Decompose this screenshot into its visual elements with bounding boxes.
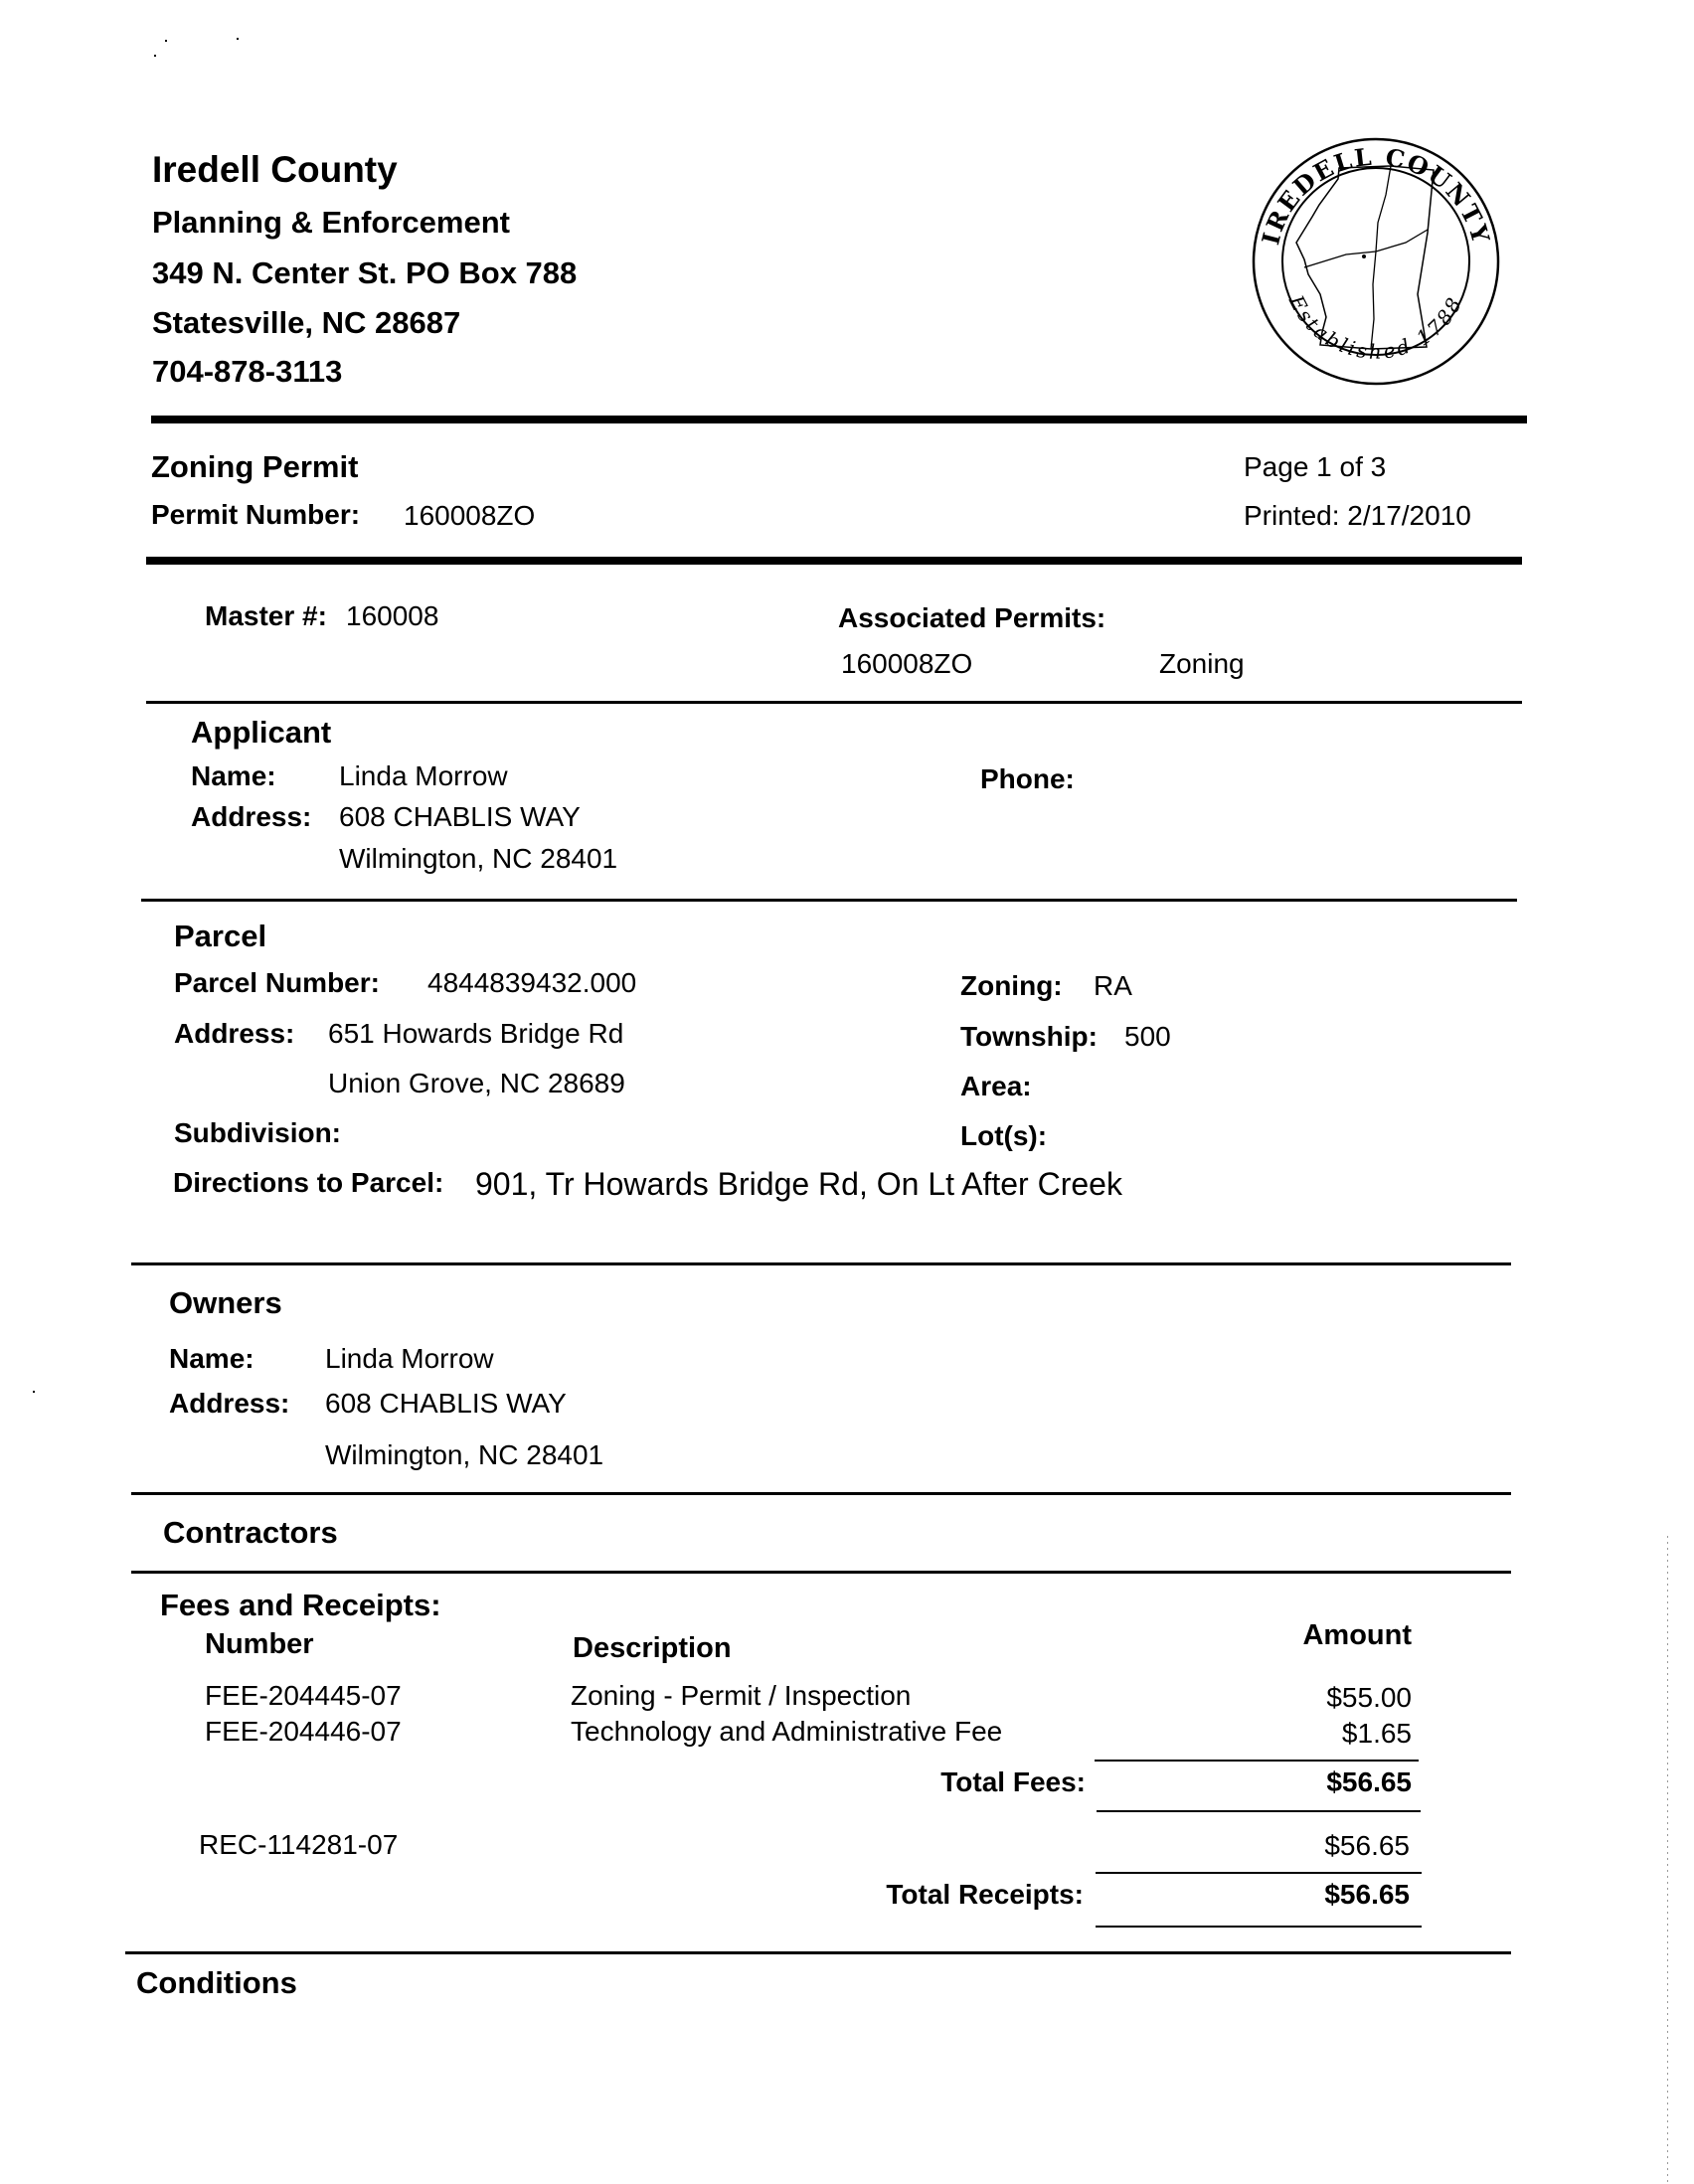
applicant-phone-label: Phone: — [980, 763, 1075, 794]
associated-permit-number: 160008ZO — [841, 648, 973, 679]
parcel-number: 4844839432.000 — [427, 967, 637, 998]
fee-number: FEE-204445-07 — [205, 1680, 402, 1711]
section-divider — [131, 1571, 1511, 1574]
associated-permits-label: Associated Permits: — [838, 602, 1106, 633]
agency-department: Planning & Enforcement — [152, 205, 510, 240]
fee-number: FEE-204446-07 — [205, 1716, 402, 1747]
scan-speck — [33, 1391, 35, 1393]
title-divider — [146, 557, 1522, 565]
section-divider — [141, 899, 1517, 902]
owner-name: Linda Morrow — [325, 1343, 494, 1374]
parcel-number-label: Parcel Number: — [174, 967, 380, 998]
section-divider — [131, 1262, 1511, 1265]
master-number: 160008 — [346, 600, 439, 631]
scan-speck — [237, 38, 239, 40]
receipt-number: REC-114281-07 — [199, 1829, 399, 1860]
area-label: Area: — [960, 1071, 1032, 1101]
fee-description: Technology and Administrative Fee — [571, 1716, 1003, 1747]
fee-amount: $1.65 — [1341, 1718, 1412, 1749]
scan-speck — [165, 40, 167, 42]
applicant-name: Linda Morrow — [339, 760, 508, 791]
owner-address-line2: Wilmington, NC 28401 — [325, 1439, 604, 1470]
col-number-header: Number — [205, 1628, 314, 1660]
zoning-value: RA — [1094, 970, 1132, 1001]
fees-heading: Fees and Receipts: — [160, 1588, 441, 1622]
col-amount-header: Amount — [1302, 1619, 1412, 1651]
zoning-label: Zoning: — [960, 970, 1063, 1001]
total-fees-value: $56.65 — [1326, 1766, 1412, 1797]
scan-artifact-line — [1667, 1536, 1668, 2184]
applicant-address-label: Address: — [191, 801, 312, 832]
directions-label: Directions to Parcel: — [173, 1167, 444, 1198]
total-divider — [1096, 1872, 1422, 1874]
applicant-address-line2: Wilmington, NC 28401 — [339, 843, 618, 874]
scan-speck — [154, 55, 156, 57]
total-receipts-label: Total Receipts: — [886, 1879, 1084, 1910]
township-value: 500 — [1124, 1021, 1171, 1052]
associated-permit-type: Zoning — [1159, 648, 1245, 679]
applicant-name-label: Name: — [191, 760, 276, 791]
fee-amount: $55.00 — [1326, 1682, 1412, 1713]
owner-address-label: Address: — [169, 1388, 290, 1419]
parcel-address-label: Address: — [174, 1018, 295, 1049]
fee-description: Zoning - Permit / Inspection — [571, 1680, 912, 1711]
subdivision-label: Subdivision: — [174, 1117, 341, 1148]
total-divider — [1095, 1760, 1419, 1762]
lots-label: Lot(s): — [960, 1120, 1048, 1151]
parcel-address-line1: 651 Howards Bridge Rd — [328, 1018, 624, 1049]
owner-name-label: Name: — [169, 1343, 254, 1374]
applicant-heading: Applicant — [191, 715, 332, 750]
total-divider — [1096, 1926, 1422, 1928]
svg-text:Established 1788: Established 1788 — [1283, 291, 1468, 364]
col-description-header: Description — [573, 1632, 732, 1664]
receipt-amount: $56.65 — [1324, 1830, 1410, 1861]
page-indicator: Page 1 of 3 — [1244, 451, 1387, 482]
master-label: Master #: — [205, 600, 327, 631]
applicant-address-line1: 608 CHABLIS WAY — [339, 801, 581, 832]
header-divider — [151, 416, 1527, 423]
agency-phone: 704-878-3113 — [152, 354, 343, 389]
svg-text:IREDELL COUNTY: IREDELL COUNTY — [1256, 141, 1496, 249]
parcel-address-line2: Union Grove, NC 28689 — [328, 1068, 625, 1098]
section-divider — [125, 1951, 1511, 1954]
agency-address: 349 N. Center St. PO Box 788 — [152, 255, 578, 290]
owner-address-line1: 608 CHABLIS WAY — [325, 1388, 567, 1419]
county-seal-icon — [1247, 135, 1505, 394]
total-divider — [1097, 1810, 1421, 1812]
agency-name: Iredell County — [152, 149, 398, 190]
agency-city: Statesville, NC 28687 — [152, 305, 461, 340]
printed-date: Printed: 2/17/2010 — [1244, 500, 1471, 531]
conditions-heading: Conditions — [136, 1965, 297, 2000]
owners-heading: Owners — [169, 1285, 282, 1320]
parcel-heading: Parcel — [174, 919, 267, 953]
permit-number: 160008ZO — [404, 500, 536, 531]
total-receipts-value: $56.65 — [1324, 1879, 1410, 1910]
permit-title: Zoning Permit — [151, 449, 359, 484]
section-divider — [131, 1492, 1511, 1495]
section-divider — [146, 701, 1522, 704]
contractors-heading: Contractors — [163, 1515, 338, 1550]
township-label: Township: — [960, 1021, 1098, 1052]
permit-number-label: Permit Number: — [151, 499, 361, 530]
directions-value: 901, Tr Howards Bridge Rd, On Lt After Creek — [475, 1166, 1122, 1202]
total-fees-label: Total Fees: — [940, 1766, 1086, 1797]
